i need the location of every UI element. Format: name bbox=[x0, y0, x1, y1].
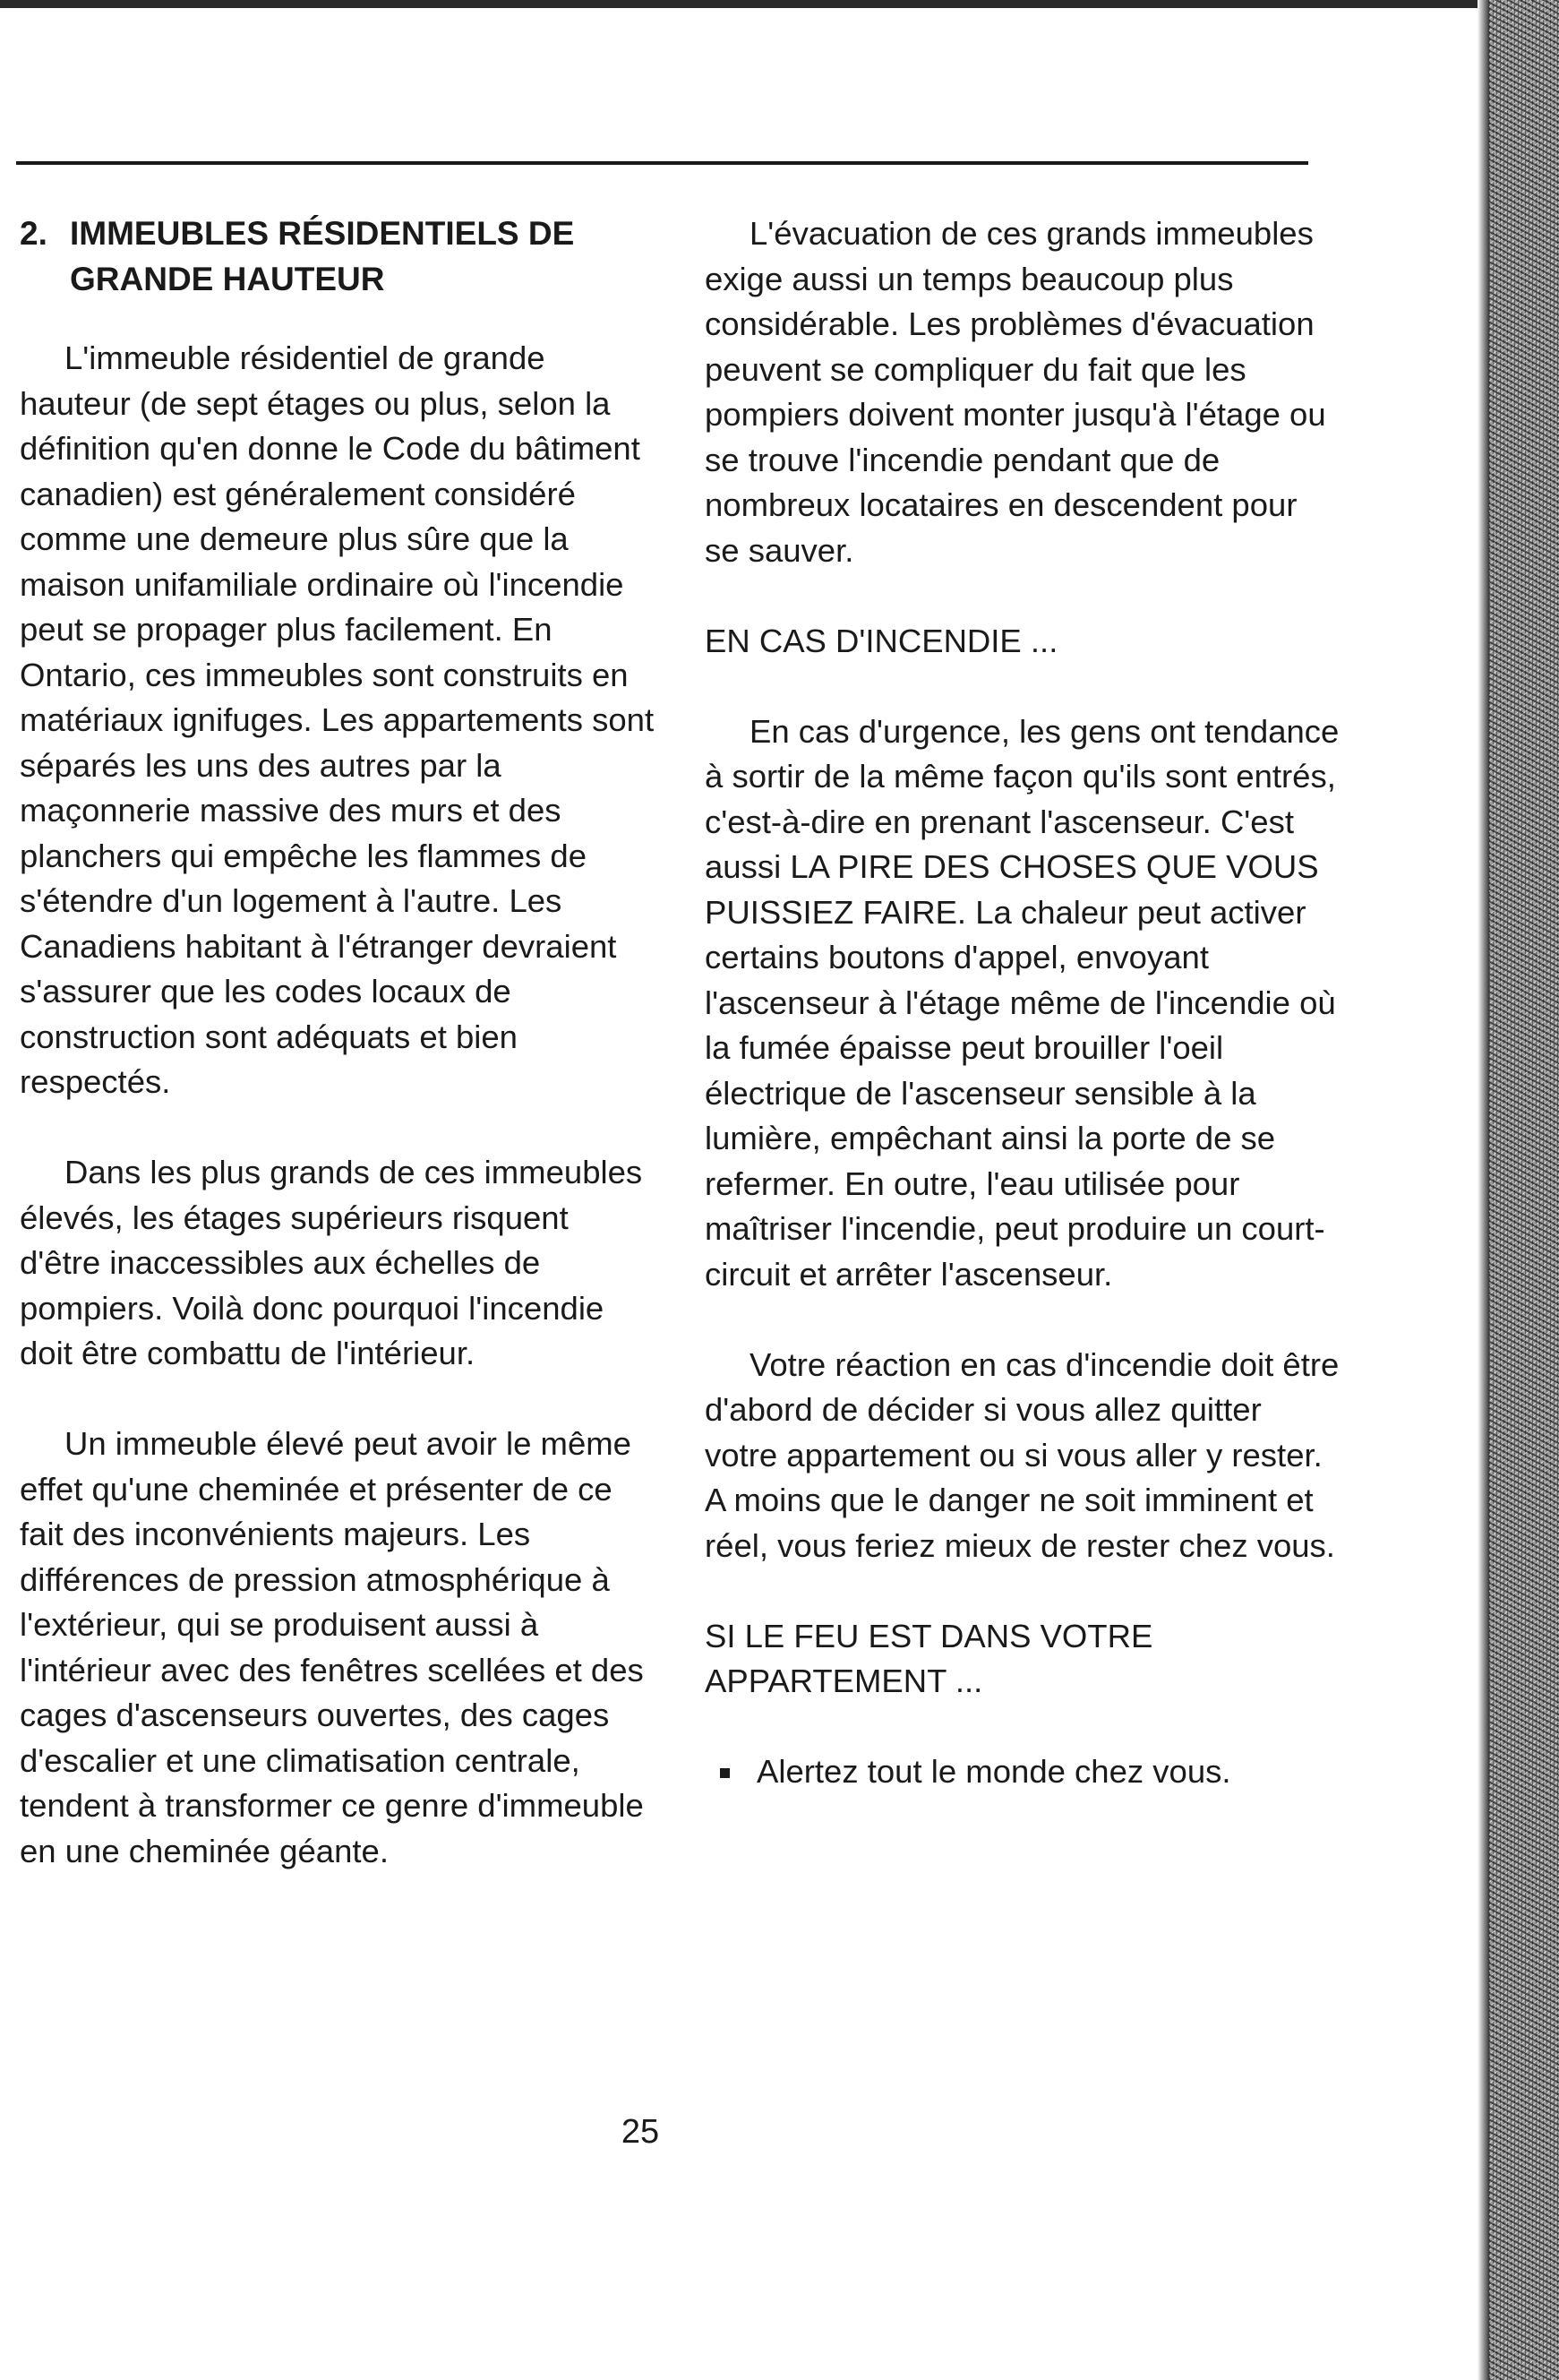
subheading-fire: EN CAS D'INCENDIE ... bbox=[705, 622, 1058, 659]
paragraph: En cas d'urgence, les gens ont tendance à sortir de la même façon qu'ils sont entrés, c'est-à-dire en prenant l'ascenseur. C'est aussi LA PIRE DES CHOSES QUE VOUS PUISSIEZ FAIRE. La chaleur peut activer certains boutons d'appel, envoyant l'ascenseur à l'étage même de l'incendie où la fumée épaisse peut brouiller l'oeil électrique de l'ascenseur sensible à la lumière, empêchant ainsi la porte de se refermer. En outre, l'eau utilisée pour maîtriser l'incendie, peut produire un court-circuit et arrêter l'ascenseur. bbox=[705, 712, 1340, 1293]
section-number: 2. bbox=[20, 215, 47, 252]
bullet-item bbox=[705, 1749, 1341, 1795]
header-rule bbox=[16, 161, 1308, 165]
scan-binding-shadow bbox=[1478, 0, 1490, 2380]
bullet-text: Alertez tout le monde chez vous. bbox=[757, 1753, 1231, 1790]
square-bullet-icon bbox=[720, 1768, 730, 1778]
paragraph: Un immeuble élevé peut avoir le même effet qu'une cheminée et présenter de ce fait des inconvénients majeurs. Les différences de pression atmosphérique à l'extérieur, qui se produisent aussi à l'intérieur avec des fenêtres scellées et des cages d'ascenseurs ouvertes, des cages d'escalier et une climatisation centrale, tendent à transformer ce genre d'immeuble en une cheminée géante. bbox=[20, 1425, 644, 1869]
scan-binding-edge bbox=[1489, 0, 1559, 2380]
paragraph: L'évacuation de ces grands immeubles exige aussi un temps beaucoup plus considérable. Les problèmes d'évacuation peuvent se compliquer du fait que les pompiers doivent monter jusqu'à l'étage ou se trouve l'incendie pendant que de nombreux locataires en descendent pour se sauver. bbox=[705, 215, 1326, 569]
page-number: 25 bbox=[621, 2113, 660, 2151]
subheading-apartment: SI LE FEU EST DANS VOTRE APPARTEMENT ... bbox=[705, 1617, 1153, 1699]
paragraph: Dans les plus grands de ces immeubles élevés, les étages supérieurs risquent d'être inaccessibles aux échelles de pompiers. Voilà donc pourquoi l'incendie doit être combattu de l'intérieur. bbox=[20, 1154, 643, 1371]
right-column bbox=[705, 211, 1341, 1795]
section-heading bbox=[20, 211, 655, 302]
paragraph: Votre réaction en cas d'incendie doit être d'abord de décider si vous allez quitter votre appartement ou si vous aller y rester. A moins que le danger ne soit imminent et réel, vous feriez mieux de rester chez vous. bbox=[705, 1345, 1340, 1564]
left-column bbox=[20, 211, 655, 1920]
paragraph: L'immeuble résidentiel de grande hauteur (de sept étages ou plus, selon la définition qu'en donne le Code du bâtiment canadien) est généralement considéré comme une demeure plus sûre que la maison unifamiliale ordinaire où l'incendie peut se propager plus facilement. En Ontario, ces immeubles sont construits en matériaux ignifuges. Les appartements sont séparés les uns des autres par la maçonnerie massive des murs et des planchers qui empêche les flammes de s'étendre d'un logement à l'autre. Les Canadiens habitant à l'étranger devraient s'assurer que les codes locaux de construction sont adéquats et bien respectés. bbox=[20, 339, 655, 1100]
scan-top-edge bbox=[0, 0, 1486, 8]
section-title: IMMEUBLES RÉSIDENTIELS DE GRANDE HAUTEUR bbox=[70, 215, 575, 297]
